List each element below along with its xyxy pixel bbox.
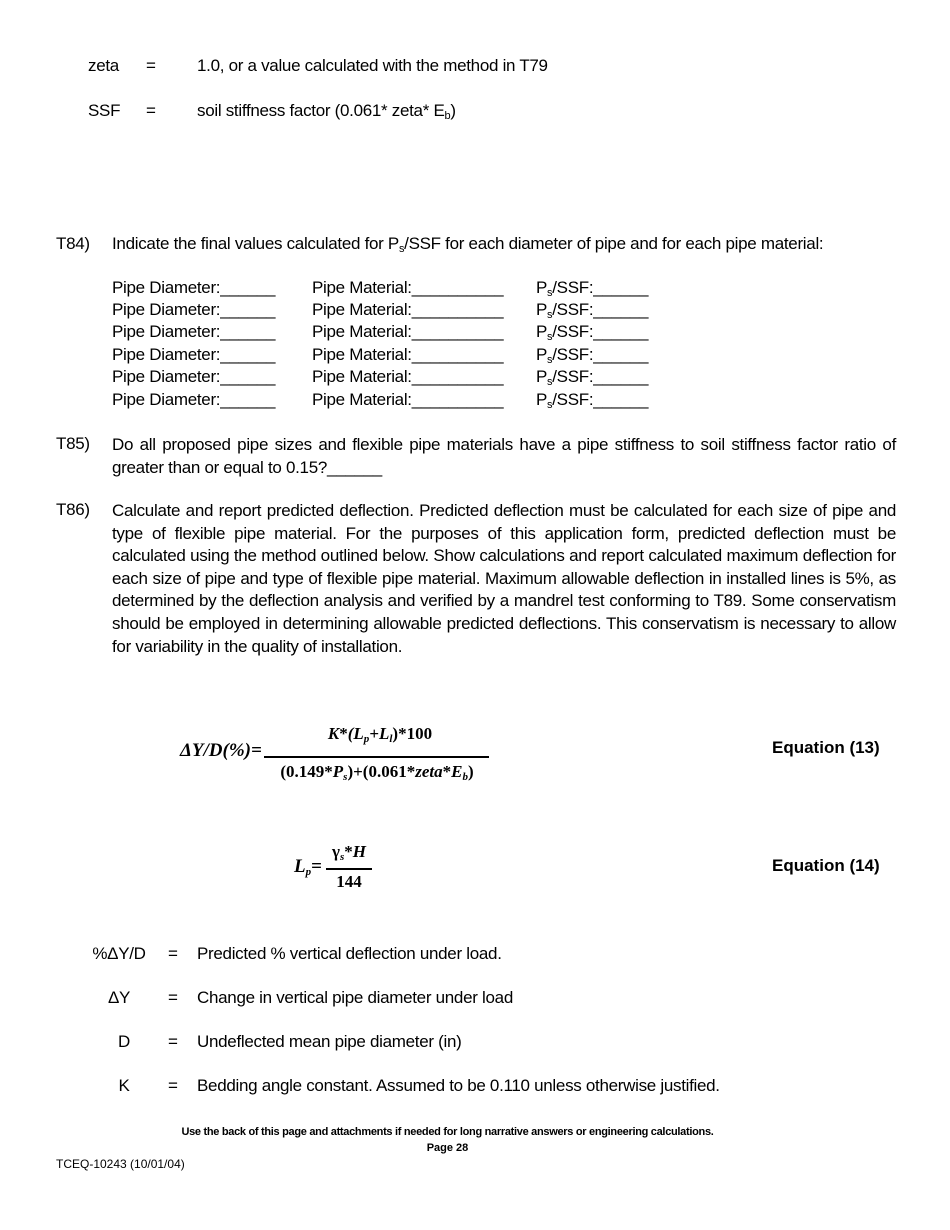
- eq14-denominator: 144: [336, 872, 362, 891]
- def-term-pct-dy-d: %ΔY/D: [92, 944, 146, 963]
- def-text-dy: Change in vertical pipe diameter under load: [197, 988, 513, 1007]
- def-text-zeta: 1.0, or a value calculated with the method in T79: [197, 56, 548, 75]
- def-term-d: D: [118, 1032, 130, 1051]
- pipe-diameter-field[interactable]: Pipe Diameter:______: [112, 367, 276, 386]
- def-equals: =: [168, 1032, 178, 1051]
- def-term-ssf: SSF: [88, 101, 121, 120]
- equation-13-label: Equation (13): [772, 738, 880, 757]
- ps-ssf-field[interactable]: $P_s/SSF:\_\_\_\_\_\_$: [536, 367, 649, 388]
- ps-ssf-field[interactable]: $P_s/SSF:\_\_\_\_\_\_$: [536, 322, 649, 343]
- def-equals: =: [168, 944, 178, 963]
- eq14-lhs: $L_p=$: [294, 856, 322, 878]
- def-text-ssf: soil stiffness factor (0.061* zeta* $E_b$): [197, 101, 456, 122]
- pipe-material-field[interactable]: Pipe Material:__________: [312, 278, 504, 297]
- pipe-diameter-field[interactable]: Pipe Diameter:______: [112, 345, 276, 364]
- eq14-fraction-bar: [326, 868, 372, 870]
- pipe-diameter-field[interactable]: Pipe Diameter:______: [112, 278, 276, 297]
- footer-note: Use the back of this page and attachments if needed for long narrative answers or engineering calculations.: [181, 1126, 714, 1138]
- eq14-numerator: $\gamma_s*H$: [332, 842, 366, 863]
- pipe-material-field[interactable]: Pipe Material:__________: [312, 322, 504, 341]
- def-equals: =: [168, 988, 178, 1007]
- t84-question: Indicate the final values calculated for $P_s$/SSF for each diameter of pipe and for each pipe material:: [112, 234, 824, 255]
- eq13-lhs: ΔY/D(%)=: [180, 740, 262, 761]
- pipe-material-field[interactable]: Pipe Material:__________: [312, 390, 504, 409]
- pipe-diameter-field[interactable]: Pipe Diameter:______: [112, 300, 276, 319]
- t86-instructions: Calculate and report predicted deflection. Predicted deflection must be calculated for each size of pipe and type of flexible pipe material. For the purposes of this application form, predicted deflection must be calculated using the method outlined below. Show calculations and report calculated maximum deflection for each size of pipe and type of flexible pipe material. Maximum allowable deflection in installed lines is 5%, as determined by the deflection analysis and verified by a mandrel test conforming to T89. Some conservatism should be employed in determining allowable predicted deflections. This conservatism is necessary to allow for variability in the quality of installation.: [112, 501, 896, 656]
- def-text-k: Bedding angle constant. Assumed to be 0.110 unless otherwise justified.: [197, 1076, 720, 1095]
- form-id: TCEQ-10243 (10/01/04): [56, 1157, 185, 1171]
- ps-ssf-field[interactable]: $P_s/SSF:\_\_\_\_\_\_$: [536, 300, 649, 321]
- ps-ssf-field[interactable]: $P_s/SSF:\_\_\_\_\_\_$: [536, 390, 649, 411]
- equation-14-label: Equation (14): [772, 856, 880, 875]
- def-equals: =: [146, 56, 156, 75]
- pipe-material-field[interactable]: Pipe Material:__________: [312, 345, 504, 364]
- item-number-t86: T86): [56, 500, 90, 519]
- def-term-dy: ΔY: [107, 988, 131, 1007]
- def-term-zeta: zeta: [88, 56, 119, 75]
- pipe-material-field[interactable]: Pipe Material:__________: [312, 300, 504, 319]
- item-number-t84: T84): [56, 234, 90, 253]
- eq13-fraction-bar: [264, 756, 489, 758]
- eq13-denominator: $(0.149*P_s)+(0.061*zeta*E_b)$: [280, 762, 474, 783]
- def-equals: =: [146, 101, 156, 120]
- eq13-numerator: $K*(L_p+L_l)*100$: [327, 724, 433, 745]
- item-number-t85: T85): [56, 434, 90, 453]
- t85-question: Do all proposed pipe sizes and flexible pipe materials have a pipe stiffness to soil stiffness factor ratio of greater than or equal to 0.15?______: [112, 435, 896, 477]
- ps-ssf-field[interactable]: $P_s/SSF:\_\_\_\_\_\_$: [536, 278, 649, 299]
- def-text-pct-dy-d: Predicted % vertical deflection under load.: [197, 944, 502, 963]
- page-number: Page 28: [426, 1142, 469, 1154]
- pipe-diameter-field[interactable]: Pipe Diameter:______: [112, 322, 276, 341]
- def-text-d: Undeflected mean pipe diameter (in): [197, 1032, 462, 1051]
- def-term-k: K: [118, 1076, 130, 1095]
- pipe-diameter-field[interactable]: Pipe Diameter:______: [112, 390, 276, 409]
- pipe-material-field[interactable]: Pipe Material:__________: [312, 367, 504, 386]
- ps-ssf-field[interactable]: $P_s/SSF:\_\_\_\_\_\_$: [536, 345, 649, 366]
- def-equals: =: [168, 1076, 178, 1095]
